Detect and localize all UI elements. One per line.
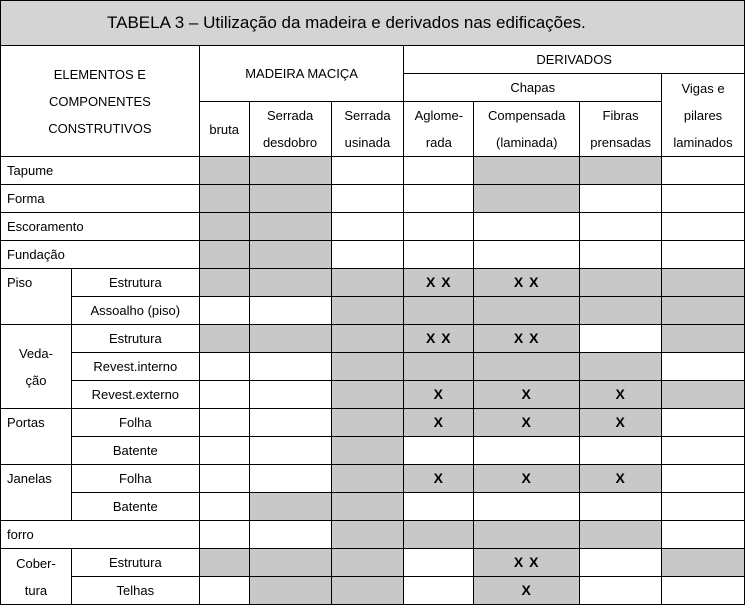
usage-cell bbox=[199, 157, 249, 185]
header-chapas: Chapas bbox=[404, 74, 662, 102]
usage-mark: X bbox=[615, 386, 626, 402]
usage-mark: X bbox=[521, 414, 532, 430]
row-label: Estrutura bbox=[71, 269, 199, 297]
usage-cell bbox=[404, 549, 474, 577]
usage-cell bbox=[331, 465, 404, 493]
header-bruta: bruta bbox=[199, 102, 249, 157]
usage-mark: X X bbox=[426, 274, 452, 290]
group-vedacao: Veda- ção bbox=[1, 325, 72, 409]
usage-mark: X bbox=[615, 470, 626, 486]
usage-mark: X X bbox=[426, 330, 452, 346]
usage-cell bbox=[199, 577, 249, 605]
usage-mark: X X bbox=[513, 554, 540, 570]
usage-cell bbox=[199, 325, 249, 353]
usage-cell bbox=[249, 353, 331, 381]
usage-cell bbox=[474, 157, 580, 185]
usage-cell bbox=[249, 409, 331, 437]
usage-cell bbox=[249, 297, 331, 325]
row-label: Forma bbox=[1, 185, 200, 213]
usage-cell bbox=[580, 521, 662, 549]
usage-cell bbox=[662, 577, 745, 605]
row-label: Estrutura bbox=[71, 549, 199, 577]
usage-cell bbox=[474, 577, 580, 605]
usage-cell bbox=[404, 409, 474, 437]
usage-cell bbox=[662, 465, 745, 493]
usage-cell bbox=[580, 353, 662, 381]
header-compensada: Compensada (laminada) bbox=[474, 102, 580, 157]
header-madeira-macica: MADEIRA MACIÇA bbox=[199, 46, 404, 102]
usage-cell bbox=[249, 493, 331, 521]
usage-cell bbox=[474, 325, 580, 353]
usage-cell bbox=[580, 297, 662, 325]
usage-cell bbox=[580, 381, 662, 409]
usage-table bbox=[0, 45, 745, 605]
usage-cell bbox=[199, 269, 249, 297]
usage-mark: X bbox=[433, 386, 444, 402]
table-row bbox=[1, 381, 745, 409]
usage-cell bbox=[249, 185, 331, 213]
row-label: Folha bbox=[71, 465, 199, 493]
usage-cell bbox=[249, 157, 331, 185]
table-row bbox=[1, 549, 745, 577]
usage-cell bbox=[199, 437, 249, 465]
usage-cell bbox=[580, 213, 662, 241]
table-row bbox=[1, 185, 745, 213]
usage-cell bbox=[404, 269, 474, 297]
usage-mark: X X bbox=[513, 274, 540, 290]
usage-cell bbox=[249, 549, 331, 577]
table-row bbox=[1, 297, 745, 325]
usage-cell bbox=[580, 549, 662, 577]
group-piso: Piso bbox=[1, 269, 72, 325]
header-vigas-pilares: Vigas e pilares laminados bbox=[662, 74, 745, 157]
usage-cell bbox=[331, 353, 404, 381]
usage-cell bbox=[580, 493, 662, 521]
usage-cell bbox=[474, 185, 580, 213]
row-label: Revest.interno bbox=[71, 353, 199, 381]
usage-cell bbox=[474, 381, 580, 409]
usage-cell bbox=[404, 353, 474, 381]
row-label: Fundação bbox=[1, 241, 200, 269]
usage-cell bbox=[580, 325, 662, 353]
usage-cell bbox=[474, 297, 580, 325]
usage-cell bbox=[404, 465, 474, 493]
usage-cell bbox=[404, 213, 474, 241]
header-fibras: Fibras prensadas bbox=[580, 102, 662, 157]
table-row bbox=[1, 269, 745, 297]
row-label: Batente bbox=[71, 437, 199, 465]
usage-cell bbox=[662, 241, 745, 269]
usage-cell bbox=[331, 325, 404, 353]
group-portas: Portas bbox=[1, 409, 72, 465]
table-row bbox=[1, 213, 745, 241]
usage-cell bbox=[331, 493, 404, 521]
usage-cell bbox=[331, 549, 404, 577]
usage-mark: X bbox=[433, 414, 444, 430]
table-title-text: TABELA 3 – Utilização da madeira e derivados nas edificações. bbox=[107, 13, 586, 32]
table-row bbox=[1, 325, 745, 353]
usage-cell bbox=[199, 353, 249, 381]
header-elementos: ELEMENTOS E COMPONENTES CONSTRUTIVOS bbox=[1, 46, 200, 157]
usage-cell bbox=[662, 157, 745, 185]
usage-cell bbox=[331, 213, 404, 241]
usage-cell bbox=[199, 465, 249, 493]
header-serrada-desdobro: Serrada desdobro bbox=[249, 102, 331, 157]
usage-cell bbox=[249, 577, 331, 605]
row-label: forro bbox=[1, 521, 200, 549]
usage-cell bbox=[474, 409, 580, 437]
usage-cell bbox=[331, 437, 404, 465]
usage-cell bbox=[404, 157, 474, 185]
usage-cell bbox=[662, 213, 745, 241]
usage-cell bbox=[331, 157, 404, 185]
usage-cell bbox=[249, 465, 331, 493]
usage-cell bbox=[580, 241, 662, 269]
usage-cell bbox=[199, 409, 249, 437]
table-row bbox=[1, 241, 745, 269]
usage-cell bbox=[199, 549, 249, 577]
row-label: Assoalho (piso) bbox=[71, 297, 199, 325]
usage-cell bbox=[199, 493, 249, 521]
usage-cell bbox=[249, 381, 331, 409]
usage-mark: X bbox=[521, 582, 532, 598]
usage-cell bbox=[249, 521, 331, 549]
usage-cell bbox=[580, 269, 662, 297]
row-label: Batente bbox=[71, 493, 199, 521]
usage-cell bbox=[404, 241, 474, 269]
usage-cell bbox=[249, 241, 331, 269]
usage-cell bbox=[474, 353, 580, 381]
usage-cell bbox=[662, 353, 745, 381]
usage-cell bbox=[474, 493, 580, 521]
usage-cell bbox=[474, 521, 580, 549]
usage-cell bbox=[404, 297, 474, 325]
usage-cell bbox=[331, 185, 404, 213]
usage-cell bbox=[404, 185, 474, 213]
usage-cell bbox=[199, 521, 249, 549]
usage-cell bbox=[474, 465, 580, 493]
group-cobertura: Cober- tura bbox=[1, 549, 72, 605]
table-row bbox=[1, 437, 745, 465]
table-row bbox=[1, 493, 745, 521]
usage-cell bbox=[474, 241, 580, 269]
usage-cell bbox=[580, 157, 662, 185]
usage-cell bbox=[404, 493, 474, 521]
group-janelas: Janelas bbox=[1, 465, 72, 521]
usage-cell bbox=[199, 297, 249, 325]
row-label: Telhas bbox=[71, 577, 199, 605]
usage-cell bbox=[404, 325, 474, 353]
table-row bbox=[1, 577, 745, 605]
usage-mark: X bbox=[615, 414, 626, 430]
header-derivados: DERIVADOS bbox=[404, 46, 745, 74]
usage-cell bbox=[662, 381, 745, 409]
usage-cell bbox=[199, 241, 249, 269]
table-row bbox=[1, 353, 745, 381]
usage-cell bbox=[662, 185, 745, 213]
usage-mark: X bbox=[521, 386, 532, 402]
usage-cell bbox=[404, 381, 474, 409]
usage-cell bbox=[662, 325, 745, 353]
usage-cell bbox=[662, 549, 745, 577]
usage-cell bbox=[474, 269, 580, 297]
usage-cell bbox=[474, 437, 580, 465]
usage-cell bbox=[331, 269, 404, 297]
usage-cell bbox=[580, 437, 662, 465]
usage-cell bbox=[331, 577, 404, 605]
row-label: Escoramento bbox=[1, 213, 200, 241]
usage-cell bbox=[662, 297, 745, 325]
row-label: Estrutura bbox=[71, 325, 199, 353]
table-row bbox=[1, 409, 745, 437]
usage-cell bbox=[662, 437, 745, 465]
usage-cell bbox=[331, 297, 404, 325]
row-label: Revest.externo bbox=[71, 381, 199, 409]
usage-cell bbox=[331, 241, 404, 269]
usage-cell bbox=[580, 577, 662, 605]
usage-cell bbox=[580, 185, 662, 213]
usage-cell bbox=[662, 493, 745, 521]
usage-cell bbox=[474, 549, 580, 577]
usage-cell bbox=[662, 409, 745, 437]
table-row bbox=[1, 157, 745, 185]
usage-cell bbox=[331, 381, 404, 409]
table-row bbox=[1, 465, 745, 493]
usage-cell bbox=[199, 213, 249, 241]
header-aglomerada: Aglome- rada bbox=[404, 102, 474, 157]
usage-cell bbox=[199, 381, 249, 409]
table-title bbox=[0, 0, 745, 46]
usage-cell bbox=[249, 437, 331, 465]
usage-cell bbox=[249, 325, 331, 353]
row-label: Folha bbox=[71, 409, 199, 437]
usage-cell bbox=[404, 577, 474, 605]
usage-cell bbox=[249, 213, 331, 241]
usage-cell bbox=[199, 185, 249, 213]
usage-mark: X bbox=[521, 470, 532, 486]
table-row bbox=[1, 521, 745, 549]
usage-cell bbox=[331, 521, 404, 549]
usage-cell bbox=[404, 521, 474, 549]
usage-cell bbox=[331, 409, 404, 437]
row-label: Tapume bbox=[1, 157, 200, 185]
usage-mark: X X bbox=[513, 330, 540, 346]
header-serrada-usinada: Serrada usinada bbox=[331, 102, 404, 157]
usage-cell bbox=[580, 465, 662, 493]
usage-cell bbox=[580, 409, 662, 437]
usage-cell bbox=[662, 521, 745, 549]
usage-cell bbox=[404, 437, 474, 465]
usage-mark: X bbox=[433, 470, 444, 486]
usage-cell bbox=[474, 213, 580, 241]
usage-cell bbox=[662, 269, 745, 297]
usage-cell bbox=[249, 269, 331, 297]
